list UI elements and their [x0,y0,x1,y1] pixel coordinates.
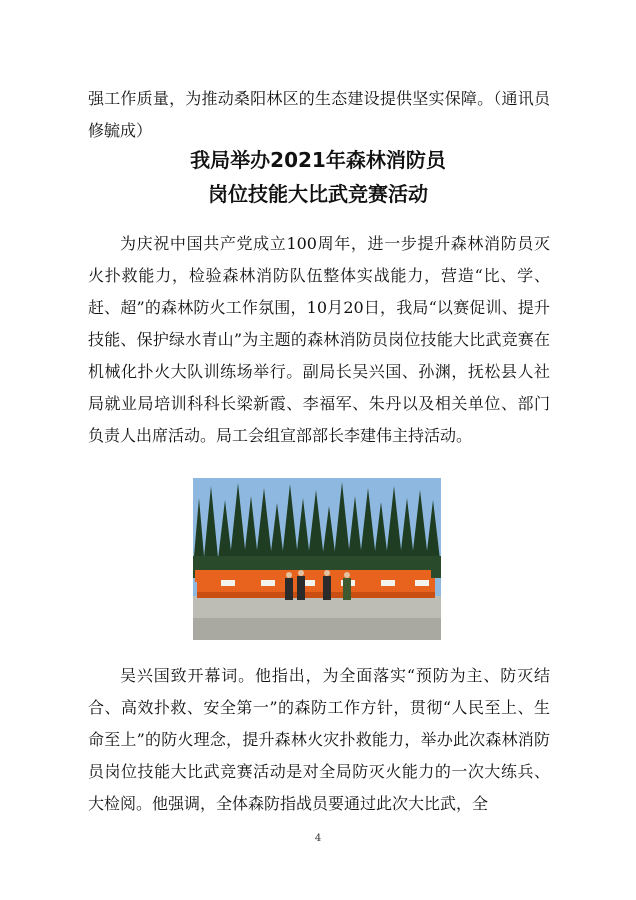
article-paragraph-2: 吴兴国致开幕词。他指出，为全面落实“预防为主、防灭结合、高效扑救、安全第一”的森防工作方针，贯彻“人民至上、生命至上”的防火理念，提升森林火灾扑救能力，举办此次森林消防员岗位技能大比武竞赛活动是对全局防灭火能力的一次大练兵、大检阅。他强调，全体森防指战员要通过此次大比武，全 [88,666,550,813]
article-title-line-2: 岗位技能大比武竞赛活动 [208,182,428,206]
article-paragraph-1: 为庆祝中国共产党成立100周年，进一步提升森林消防员灭火扑救能力，检验森林消防队伍整体实战能力，营造“比、学、赶、超”的森林防火工作氛围，10月20日，我局“以赛促训、提升技能、保护绿水青山”为主题的森林消防员岗位技能大比武竞赛在机械化扑火大队训练场举行。副局长吴兴国、孙渊，抚松县人社局就业局培训科科长梁新霞、李福军、朱丹以及相关单位、部门负责人出席活动。局工会组宣部部长李建伟主持活动。 [88,234,550,445]
page-number: 4 [314,833,322,844]
article-title-line-1: 我局举办2021年森林消防员 [190,148,446,172]
continued-paragraph: 强工作质量，为推动桑阳林区的生态建设提供坚实保障。（通讯员 修毓成） [88,89,567,140]
group-photo-image [193,478,441,640]
